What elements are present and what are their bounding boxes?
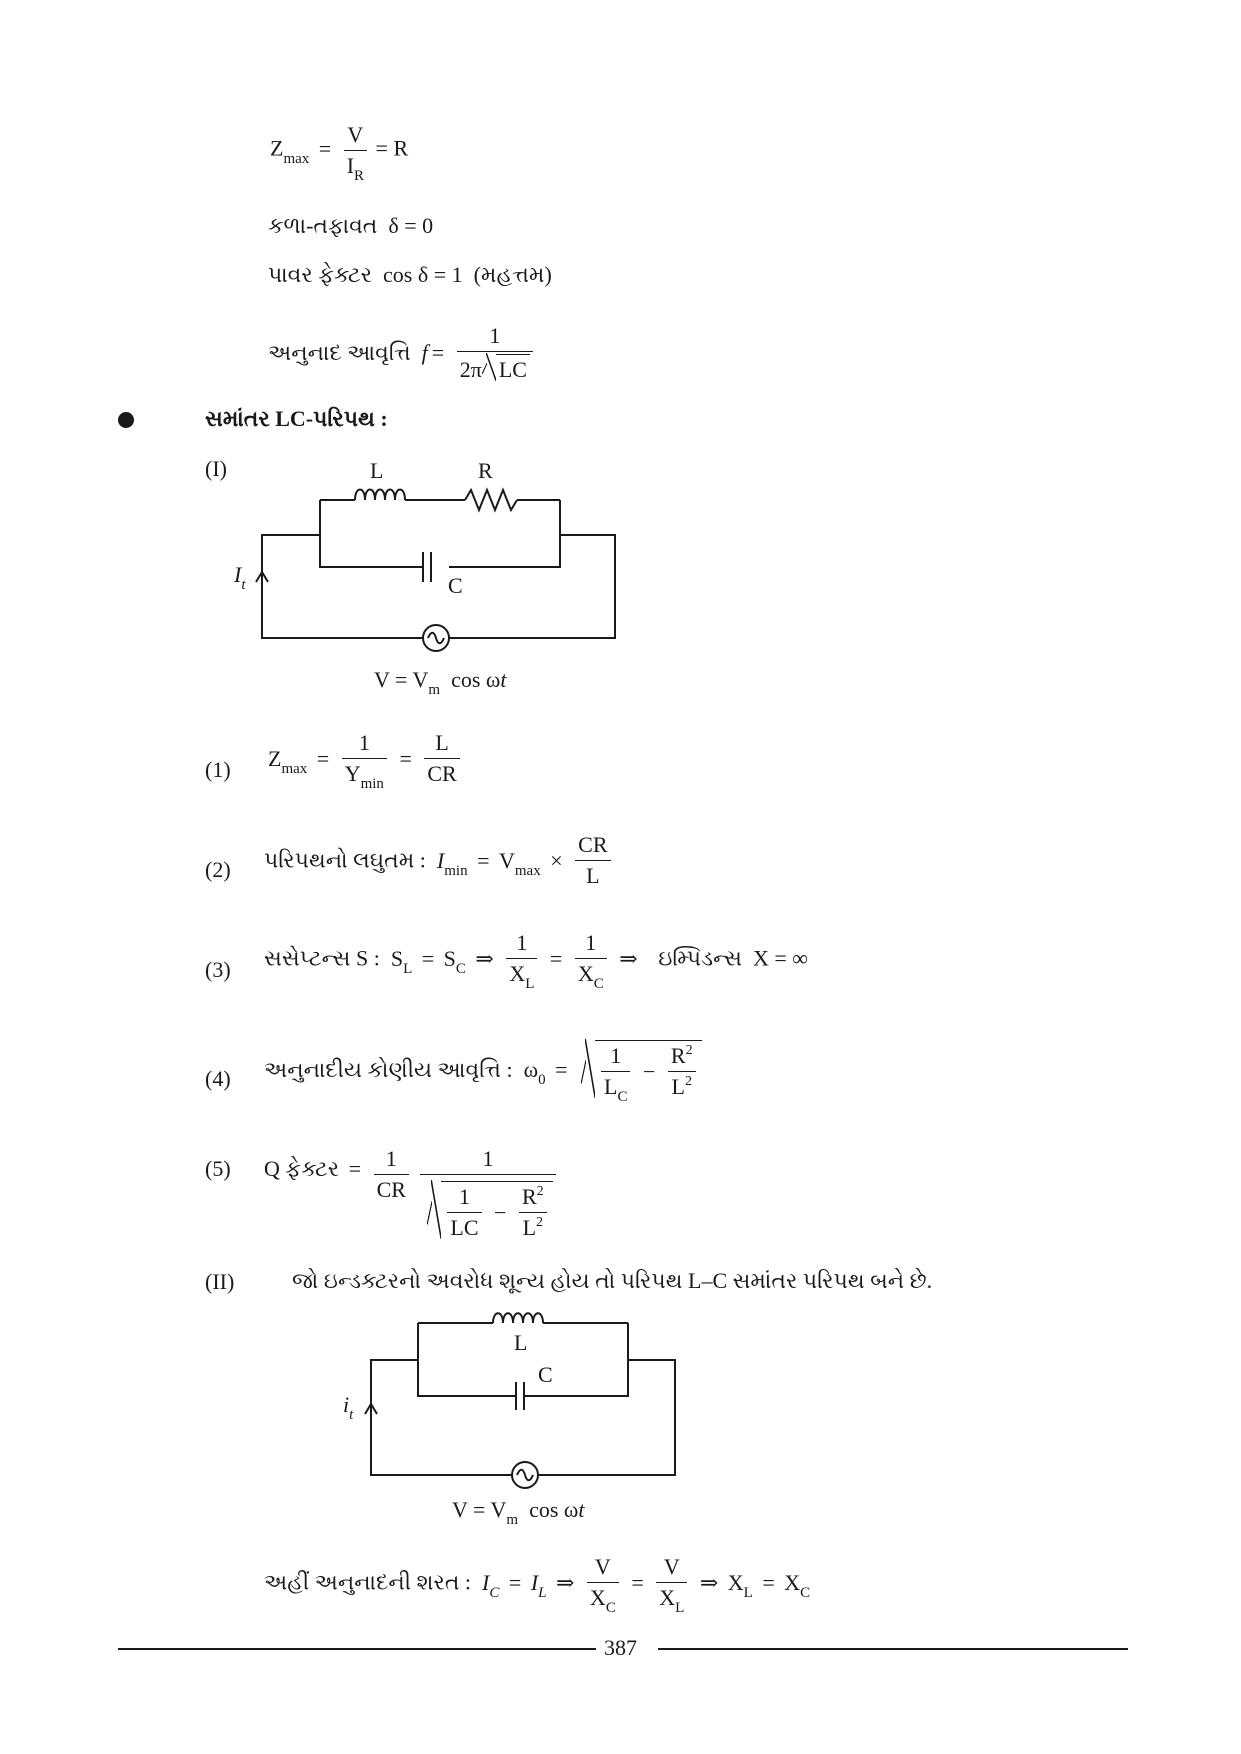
item-1-equation: $Z_{max}$ = $\frac{1}{Y_{min}}$ = $\frac{L}{CR}$ xyxy=(268,730,463,787)
phase-difference-line: કળા-તફાવત δ = 0 xyxy=(268,213,434,238)
item-5-number: (5) xyxy=(205,1156,231,1181)
item-1-number: (1) xyxy=(205,757,231,782)
circuit1-label: (I) xyxy=(205,456,227,481)
circuit1-current-label: $I_t$ xyxy=(234,562,246,593)
circuit1-capacitor-label: C xyxy=(448,573,463,598)
item-4-equation: અનુનાદીય કોણીય આવૃત્તિ : $\omega_0$ = $\frac{1}{L_C}$ − $\frac{R^2}{L^2}$ xyxy=(264,1040,702,1100)
item-5-equation: Q ફેક્ટર = $\frac{1}{CR}$ 1 $\frac{1}{LC}$ − $\frac{R^2}{L^2}$ xyxy=(264,1146,559,1241)
circuit1-source-equation: $V = V_m$ cos ωt xyxy=(374,667,507,698)
resonant-frequency-line: અનુનાદ આવૃત્તિ f = $\frac{1}{\text{2π LC}}$ xyxy=(268,323,536,383)
section-title: સમાંતર LC-પરિપથ : xyxy=(205,406,388,431)
item-2-number: (2) xyxy=(205,857,231,882)
page-number: 387 xyxy=(604,1635,637,1660)
circuit1-resistor-label: R xyxy=(478,458,493,483)
power-factor-line: પાવર ફેક્ટર cos δ = 1 (મહત્તમ) xyxy=(268,262,552,287)
item-3-number: (3) xyxy=(205,957,231,982)
circuit2-current-label: $i_t$ xyxy=(343,1392,354,1423)
item-3-equation: સસેપ્ટન્સ S : $S_L = S_C$ ⇒ $\frac{1}{X_L}$ = $\frac{1}{X_C}$ ⇒ ઇમ્પિડન્સ X = ∞ xyxy=(264,930,808,992)
footer-rule-right xyxy=(658,1648,1128,1650)
zmax-equation: $Z_{max}$ = $\frac{V}{I_R}$ = R xyxy=(270,122,409,184)
circuit2-capacitor-label: C xyxy=(538,1362,553,1387)
circuit1-inductor-label: L xyxy=(370,458,384,483)
part2-text: જો ઇન્ડક્ટરનો અવરોધ શૂન્ય હોય તો પરિપથ L–C સમાંતર પરિપથ બને છે. xyxy=(292,1268,933,1293)
circuit2-inductor-label: L xyxy=(514,1330,528,1355)
circuit2-source-equation: $V = V_m$ cos ωt xyxy=(452,1497,585,1528)
item-2-equation: પરિપથનો લઘુતમ : $I_{min} = V_{max}$ × $\frac{CR}{L}$ xyxy=(264,832,614,889)
resonance-condition: અહીં અનુનાદની શરત : $I_C = I_L$ ⇒ $\frac{V}{X_C}$ = $\frac{V}{X_L}$ ⇒ $X_L = X_C$ xyxy=(264,1554,811,1616)
item-4-number: (4) xyxy=(205,1066,231,1091)
footer-rule-left xyxy=(118,1648,596,1650)
part2-label: (II) xyxy=(205,1269,235,1294)
